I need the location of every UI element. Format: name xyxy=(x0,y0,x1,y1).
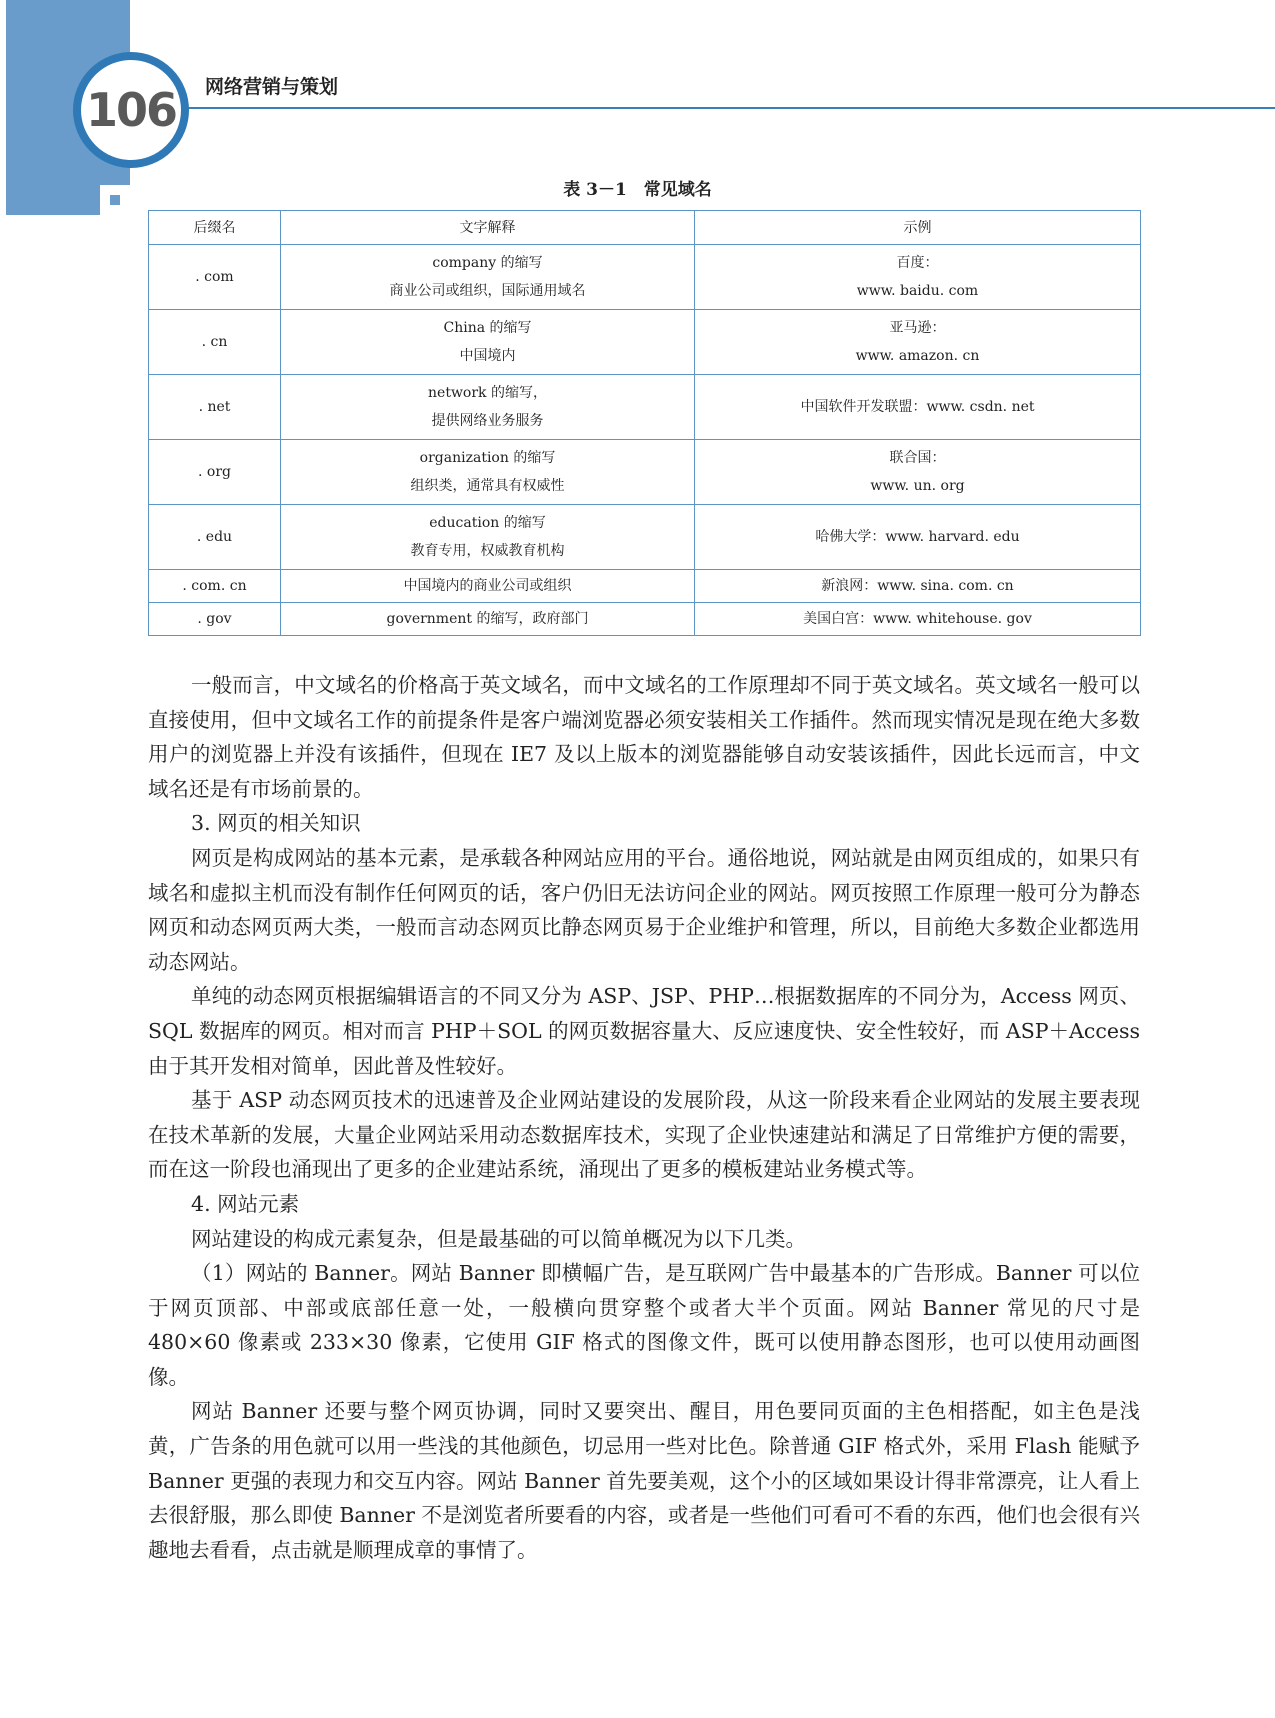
table-row xyxy=(149,570,1141,603)
suffix-cell: . cn xyxy=(149,310,281,375)
section-heading: 3. 网页的相关知识 xyxy=(191,811,361,836)
table-row xyxy=(149,440,1141,505)
paragraph: 网站建设的构成元素复杂，但是最基础的可以简单概况为以下几类。 xyxy=(191,1226,807,1251)
example-cell xyxy=(695,245,1141,310)
suffix-cell: . net xyxy=(149,375,281,440)
example-cell xyxy=(695,375,1141,440)
desc-cell xyxy=(281,603,695,636)
paragraph: （1）网站的 Banner。网站 Banner 即横幅广告，是互联网广告中最基本的广告形成。Banner 可以位于网页顶部、中部或底部任意一处，一般横向贯穿整个或者大半个页面。网站 Banner 常见的尺寸是 480×60 像素或 233×30 像素，它使用 GIF 格式的图像文件，既可以使用静态图形，也可以使用动画图像。 xyxy=(148,1261,1140,1389)
example-line: 美国白宫：www. whitehouse. gov xyxy=(803,611,1032,627)
page-number: 106 xyxy=(73,52,189,168)
example-line: www. un. org xyxy=(870,478,965,494)
desc-line: China 的缩写 xyxy=(443,320,532,336)
book-title: 网络营销与策划 xyxy=(205,76,339,98)
desc-line: government 的缩写，政府部门 xyxy=(386,611,589,627)
suffix-cell: . com xyxy=(149,245,281,310)
desc-line: education 的缩写 xyxy=(429,515,546,531)
paragraph: 基于 ASP 动态网页技术的迅速普及企业网站建设的发展阶段，从这一阶段来看企业网站的发展主要表现在技术革新的发展，大量企业网站采用动态数据库技术，实现了企业快速建站和满足了日常维护方便的需要，而在这一阶段也涌现出了更多的企业建站系统，涌现出了更多的模板建站业务模式等。 xyxy=(148,1088,1140,1182)
example-cell xyxy=(695,603,1141,636)
desc-line: network 的缩写， xyxy=(428,385,547,401)
desc-cell xyxy=(281,440,695,505)
column-header: 示例 xyxy=(695,211,1141,245)
body-text xyxy=(148,668,1140,1567)
example-line: www. baidu. com xyxy=(856,283,979,299)
table-caption: 表 3－1 常见域名 xyxy=(563,180,712,200)
suffix-cell: . com. cn xyxy=(149,570,281,603)
desc-line: 商业公司或组织，国际通用域名 xyxy=(389,283,586,299)
desc-line: 提供网络业务服务 xyxy=(431,413,544,429)
example-line: 新浪网：www. sina. com. cn xyxy=(821,578,1014,594)
table-header-row xyxy=(149,211,1141,245)
header-rule xyxy=(180,107,1275,109)
example-cell xyxy=(695,310,1141,375)
column-header: 文字解释 xyxy=(281,211,695,245)
table-row xyxy=(149,505,1141,570)
example-line: 亚马逊： xyxy=(889,320,946,336)
paragraph: 网页是构成网站的基本元素，是承载各种网站应用的平台。通俗地说，网站就是由网页组成的，如果只有域名和虚拟主机而没有制作任何网页的话，客户仍旧无法访问企业的网站。网页按照工作原理一般可分为静态网页和动态网页两大类，一般而言动态网页比静态网页易于企业维护和管理，所以，目前绝大多数企业都选用动态网站。 xyxy=(148,845,1140,974)
desc-cell xyxy=(281,245,695,310)
table-row xyxy=(149,603,1141,636)
desc-cell xyxy=(281,310,695,375)
table-row xyxy=(149,310,1141,375)
desc-cell xyxy=(281,570,695,603)
desc-line: 中国境内的商业公司或组织 xyxy=(403,578,572,594)
suffix-cell: . gov xyxy=(149,603,281,636)
desc-cell xyxy=(281,505,695,570)
desc-line: organization 的缩写 xyxy=(419,450,556,466)
table-row xyxy=(149,245,1141,310)
example-line: 百度： xyxy=(896,255,939,271)
suffix-cell: . edu xyxy=(149,505,281,570)
desc-cell xyxy=(281,375,695,440)
suffix-cell: . org xyxy=(149,440,281,505)
desc-line: 中国境内 xyxy=(459,348,516,364)
section-heading: 4. 网站元素 xyxy=(191,1191,300,1216)
desc-line: company 的缩写 xyxy=(432,255,543,271)
example-cell xyxy=(695,570,1141,603)
example-line: 联合国： xyxy=(889,450,946,466)
example-cell xyxy=(695,440,1141,505)
paragraph: 单纯的动态网页根据编辑语言的不同又分为 ASP、JSP、PHP…根据数据库的不同分为，Access 网页、SQL 数据库的网页。相对而言 PHP＋SOL 的网页数据容量大、反应速度快、安全性较好，而 ASP＋Access 由于其开发相对简单，因此普及性较好。 xyxy=(148,984,1140,1078)
table-row xyxy=(149,375,1141,440)
example-cell xyxy=(695,505,1141,570)
example-line: 中国软件开发联盟：www. csdn. net xyxy=(800,399,1035,415)
example-line: 哈佛大学：www. harvard. edu xyxy=(815,529,1020,545)
paragraph: 一般而言，中文域名的价格高于英文域名，而中文域名的工作原理却不同于英文域名。英文域名一般可以直接使用，但中文域名工作的前提条件是客户端浏览器必须安装相关工作插件。然而现实情况是现在绝大多数用户的浏览器上并没有该插件，但现在 IE7 及以上版本的浏览器能够自动安装该插件，因此长远而言，中文域名还是有市场前景的。 xyxy=(148,673,1140,801)
domain-table xyxy=(148,210,1141,636)
column-header: 后缀名 xyxy=(149,211,281,245)
desc-line: 教育专用，权威教育机构 xyxy=(410,543,565,559)
example-line: www. amazon. cn xyxy=(855,348,980,364)
desc-line: 组织类，通常具有权威性 xyxy=(410,478,565,494)
paragraph: 网站 Banner 还要与整个网页协调，同时又要突出、醒目，用色要同页面的主色相搭配，如主色是浅黄，广告条的用色就可以用一些浅的其他颜色，切忌用一些对比色。除普通 GIF 格式外，采用 Flash 能赋予 Banner 更强的表现力和交互内容。网站 Banner 首先要美观，这个小的区域如果设计得非常漂亮，让人看上去很舒服，那么即使 Banner 不是浏览者所要看的内容，或者是一些他们可看可不看的东西，他们也会很有兴趣地去看看，点击就是顺理成章的事情了。 xyxy=(148,1399,1140,1562)
